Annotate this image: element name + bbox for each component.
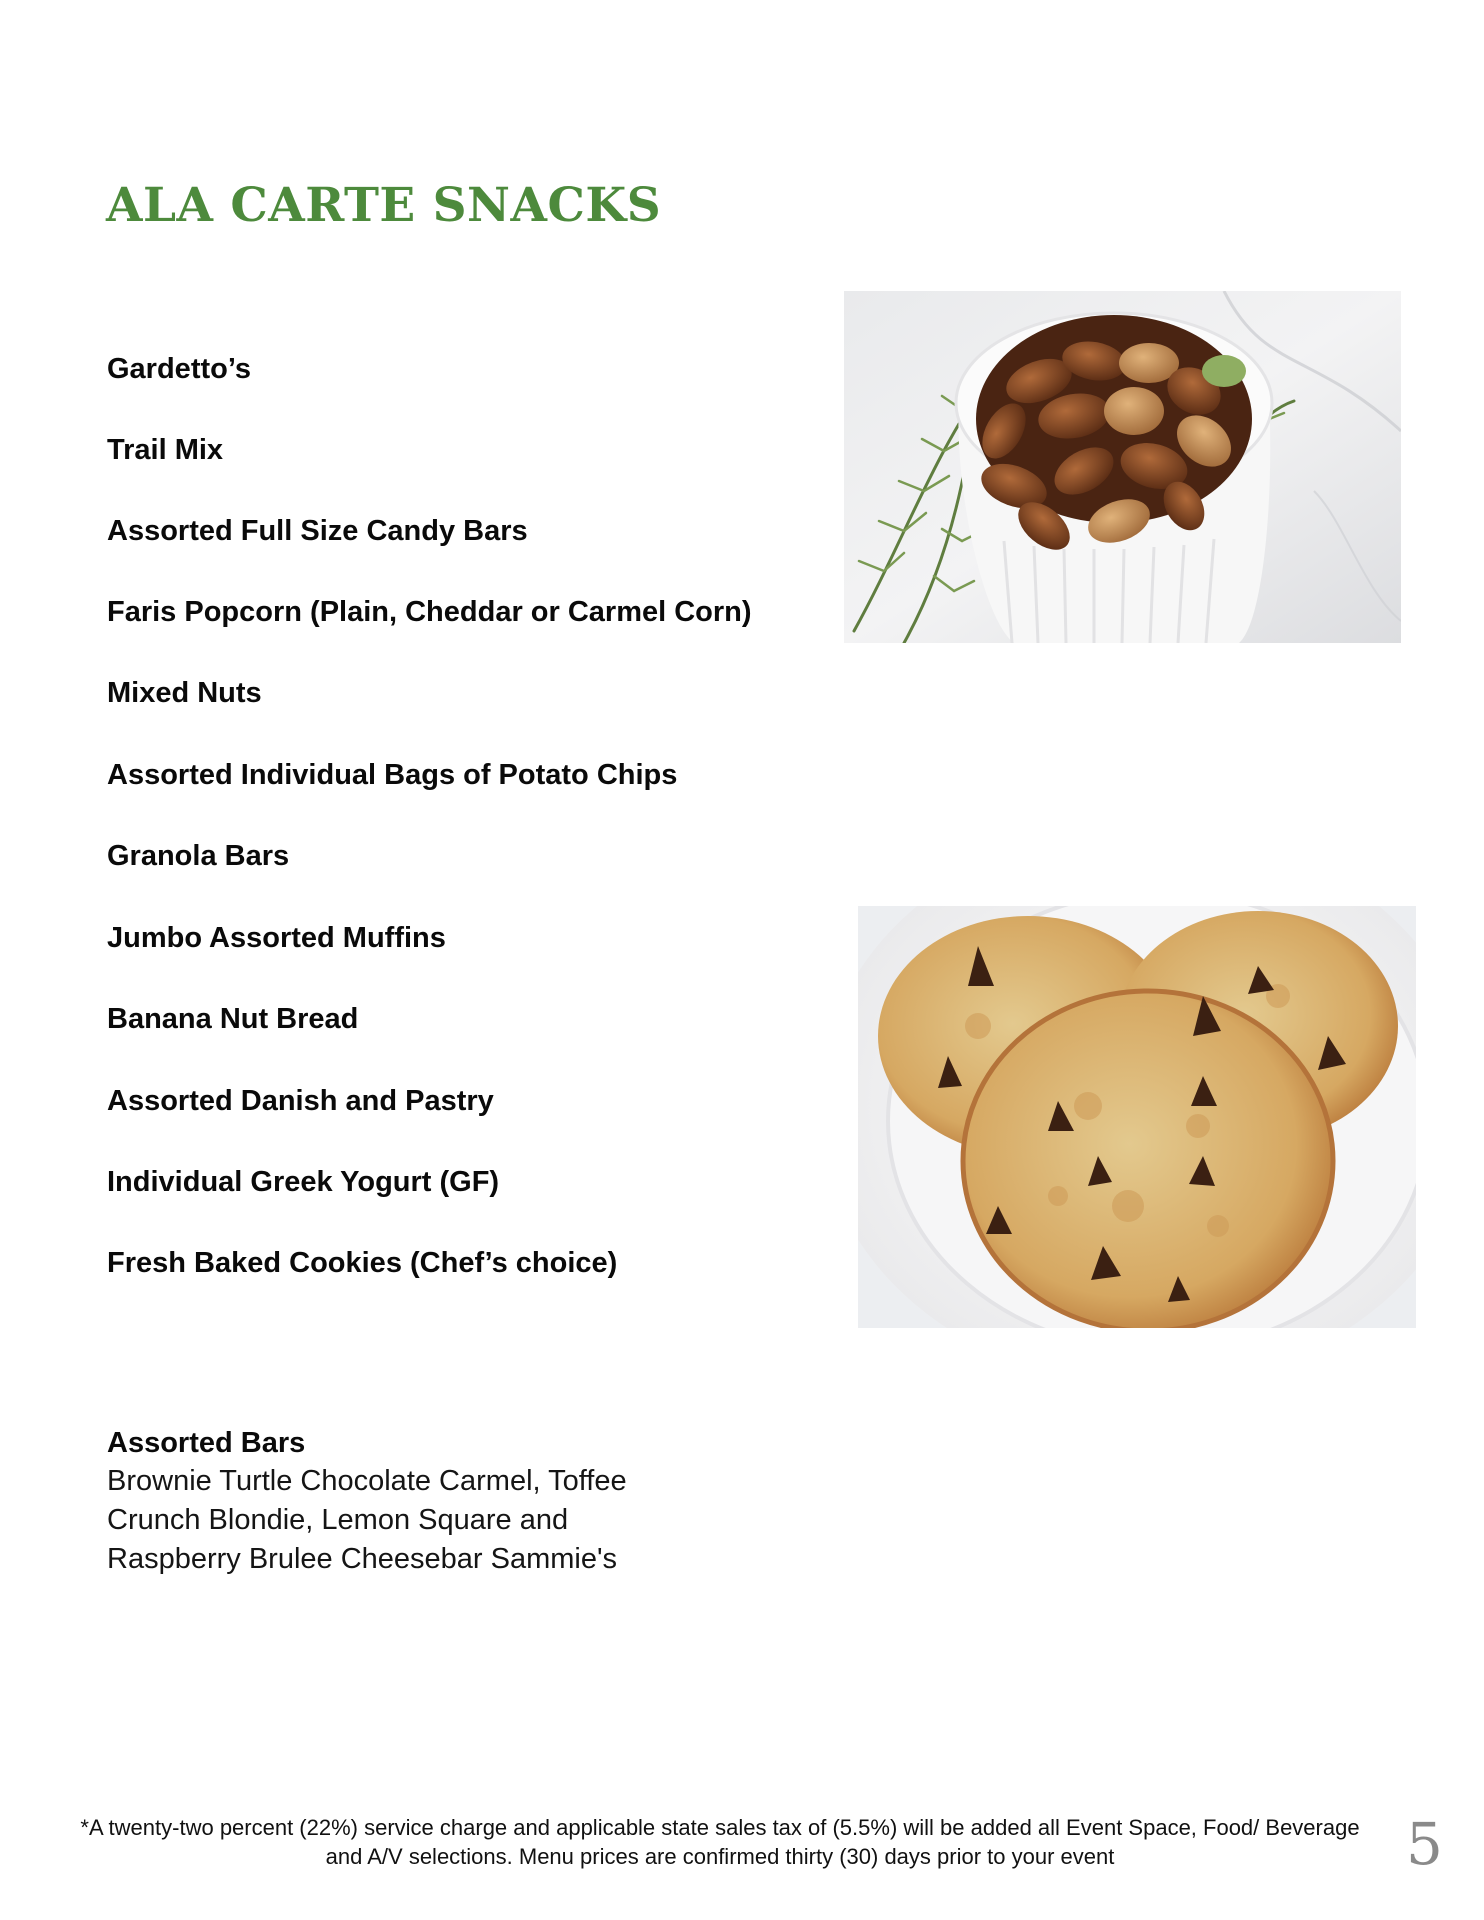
menu-item: Faris Popcorn (Plain, Cheddar or Carmel Corn) [107, 596, 752, 628]
footer-line-1: *A twenty-two percent (22%) service charge and applicable state sales tax of (5.5%) will be added all Event Space, Food/ Beverage [80, 1815, 1360, 1840]
menu-item: Trail Mix [107, 434, 224, 466]
cookies-photo [858, 906, 1416, 1328]
menu-item: Jumbo Assorted Muffins [107, 922, 446, 954]
menu-item: Granola Bars [107, 840, 290, 872]
assorted-bars-heading: Assorted Bars [107, 1427, 306, 1459]
menu-item: Assorted Individual Bags of Potato Chips [107, 759, 678, 791]
menu-item: Assorted Danish and Pastry [107, 1085, 494, 1117]
assorted-bars-description: Brownie Turtle Chocolate Carmel, Toffee Crunch Blondie, Lemon Square and Raspberry Brulee Cheesebar Sammie's [107, 1465, 627, 1575]
menu-item: Mixed Nuts [107, 677, 262, 709]
mixed-nuts-photo [844, 291, 1401, 643]
page-title: ALA CARTE SNACKS [106, 178, 662, 233]
page-number: 5 [1406, 1810, 1443, 1878]
assorted-bars-section [107, 1424, 727, 1579]
service-charge-note [60, 1813, 1380, 1871]
footer-line-2: and A/V selections. Menu prices are confirmed thirty (30) days prior to your event [325, 1844, 1115, 1869]
menu-item: Banana Nut Bread [107, 1003, 359, 1035]
menu-item: Gardetto’s [107, 353, 251, 385]
menu-item: Assorted Full Size Candy Bars [107, 515, 528, 547]
menu-item: Fresh Baked Cookies (Chef’s choice) [107, 1247, 618, 1279]
menu-item: Individual Greek Yogurt (GF) [107, 1166, 500, 1198]
